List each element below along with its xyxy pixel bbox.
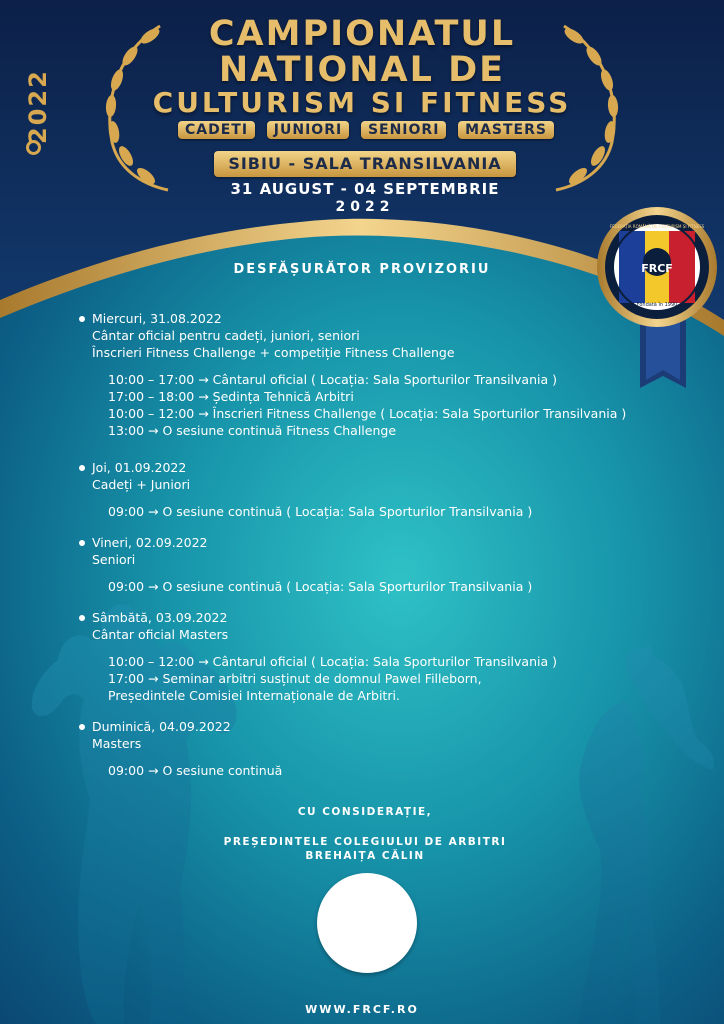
signatory-role: PREȘEDINTELE COLEGIULUI DE ARBITRI [223,836,507,848]
vertical-year: 2022 [24,69,52,144]
schedule-item: 17:00 → Seminar arbitri susținut de domnul Pawel Filleborn, [108,671,482,686]
title-line-2: NATIONAL DE [218,50,506,90]
category-badge: JUNIORI [267,121,349,139]
day-description: Masters [92,736,142,751]
schedule-item: 09:00 → O sesiune continuă ( Locația: Sala Sporturilor Transilvania ) [108,579,533,594]
day-items [78,762,678,779]
event-dates: 31 AUGUST - 04 SEPTEMBRIE [230,180,500,198]
category-badge: MASTERS [458,121,554,139]
day-heading: Sâmbătă, 03.09.2022 [78,609,678,626]
schedule-item: 10:00 – 12:00 → Cântarul oficial ( Locația: Sala Sporturilor Transilvania ) [108,654,557,669]
closing-regards: CU CONSIDERAȚIE, [297,806,433,818]
schedule-title: DESFĂȘURĂTOR PROVIZORIU [233,262,491,277]
day-description: Seniori [92,552,136,567]
venue-banner: SIBIU - SALA TRANSILVANIA [214,151,516,177]
day-description: Cântar oficial Masters [92,627,229,642]
schedule-day [78,310,678,439]
seal-founded: Fondată în 1990 [636,302,678,308]
day-description: Cântar oficial pentru cadeți, juniori, seniori [92,328,360,343]
title-line-3: CULTURISM SI FITNESS [152,86,572,119]
signature-circle [317,873,417,973]
day-heading: Miercuri, 31.08.2022 [78,310,678,327]
schedule-item: Președintele Comisiei Internaționale de Arbitri. [108,688,400,703]
schedule-item: 13:00 → O sesiune continuă Fitness Challenge [108,423,397,438]
schedule-item: 10:00 – 17:00 → Cântarul oficial ( Locația: Sala Sporturilor Transilvania ) [108,372,557,387]
category-badges [178,121,554,139]
day-items [78,653,678,704]
schedule-item: 17:00 – 18:00 → Ședința Tehnică Arbitri [108,389,354,404]
day-description: Cadeți + Juniori [92,477,191,492]
category-badge: SENIORI [361,121,446,139]
schedule-item: 09:00 → O sesiune continuă ( Locația: Sala Sporturilor Transilvania ) [108,504,533,519]
day-heading: Joi, 01.09.2022 [78,459,678,476]
schedule-day [78,459,678,520]
category-badge: CADETI [178,121,255,139]
website-link[interactable]: WWW.FRCF.RO [305,1003,419,1016]
event-year: 2022 [335,199,395,215]
day-description: Înscrieri Fitness Challenge + competiție Fitness Challenge [92,345,455,360]
seal-ring-text: FEDERAȚIA ROMÂNĂ DE CULTURISM ȘI FITNESS [609,224,705,229]
schedule-day [78,609,678,704]
day-items [78,503,678,520]
schedule [78,310,678,793]
schedule-item: 10:00 – 12:00 → Înscrieri Fitness Challenge ( Locația: Sala Sporturilor Transilvania ) [108,406,627,421]
seal-abbr: FRCF [641,262,673,275]
year-circle-icon [26,140,41,155]
title-line-1: CAMPIONATUL [208,14,516,54]
day-heading: Duminică, 04.09.2022 [78,718,678,735]
schedule-day [78,534,678,595]
schedule-day [78,718,678,779]
day-items [78,578,678,595]
signatory-name: BREHAIȚA CĂLIN [305,850,425,862]
schedule-item: 09:00 → O sesiune continuă [108,763,283,778]
day-items [78,371,678,439]
day-heading: Vineri, 02.09.2022 [78,534,678,551]
